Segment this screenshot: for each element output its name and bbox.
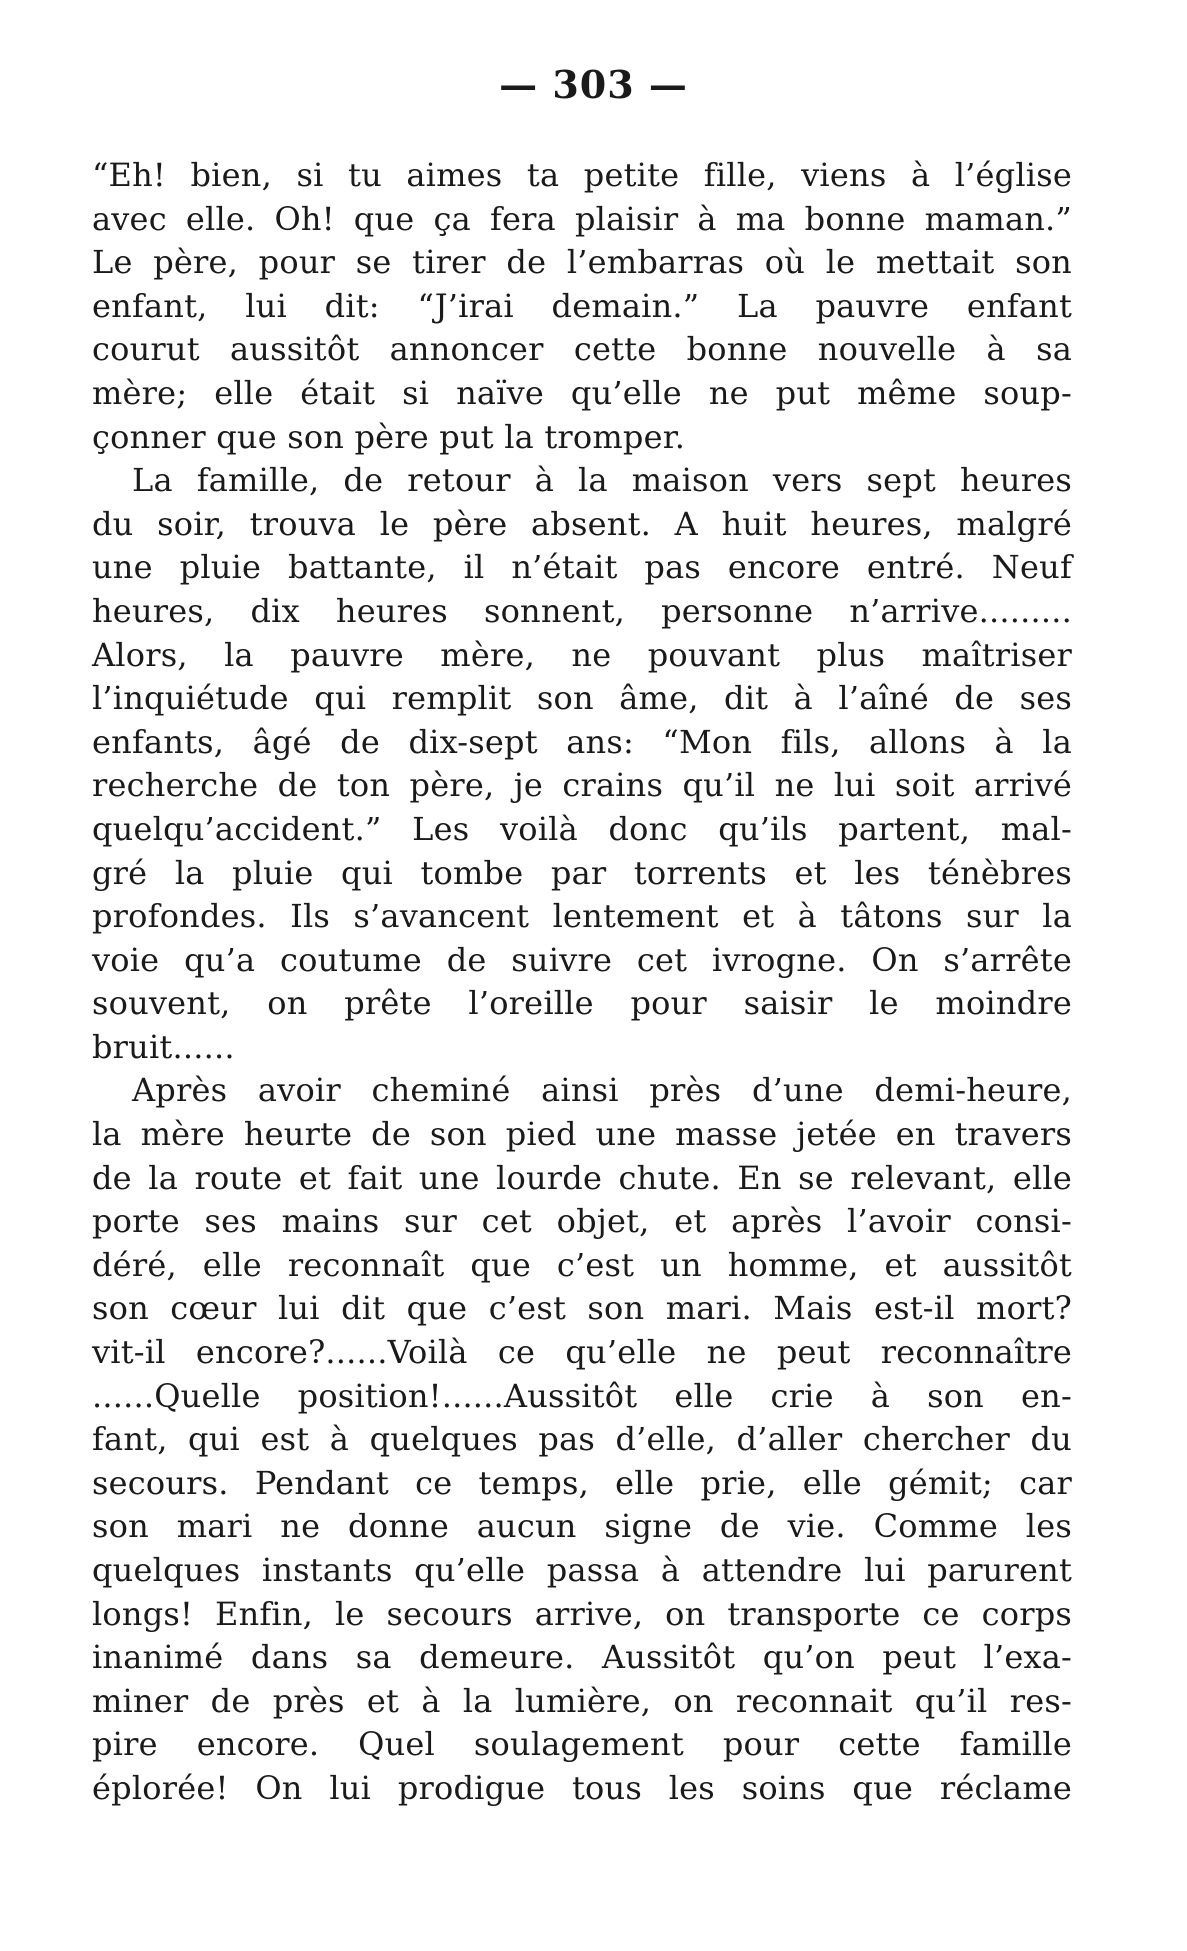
text-line: de la route et fait une lourde chute. En se relevant, elle bbox=[92, 1158, 1072, 1197]
text-line: “Eh! bien, si tu aimes ta petite fille, viens à l’église bbox=[92, 156, 1072, 194]
text-line: quelques instants qu’elle passa à attendre lui parurent bbox=[92, 1551, 1072, 1589]
text-line: longs! Enfin, le secours arrive, on transporte ce corps bbox=[92, 1594, 1072, 1633]
text-line: inanimé dans sa demeure. Aussitôt qu’on peut l’exa- bbox=[92, 1638, 1072, 1677]
text-line: une pluie battante, il n’était pas encore entré. Neuf bbox=[92, 548, 1072, 587]
text-line: quelqu’accident.” Les voilà donc qu’ils partent, mal- bbox=[92, 809, 1072, 848]
text-line: secours. Pendant ce temps, elle prie, elle gémit; car bbox=[92, 1463, 1072, 1502]
text-line: vit-il encore?......Voilà ce qu’elle ne peut reconnaître bbox=[92, 1333, 1072, 1372]
text-line: Alors, la pauvre mère, ne pouvant plus maîtriser bbox=[92, 635, 1072, 674]
text-line: Le père, pour se tirer de l’embarras où le mettait son bbox=[92, 243, 1072, 282]
text-line: La famille, de retour à la maison vers sept heures bbox=[132, 461, 1072, 500]
text-line: enfant, lui dit: “J’irai demain.” La pauvre enfant bbox=[92, 286, 1072, 325]
text-line: avec elle. Oh! que ça fera plaisir à ma bonne maman.” bbox=[92, 199, 1072, 238]
text-line: ......Quelle position!......Aussitôt elle crie à son en- bbox=[92, 1376, 1072, 1415]
text-line: recherche de ton père, je crains qu’il ne lui soit arrivé bbox=[92, 766, 1072, 805]
text-line: voie qu’a coutume de suivre cet ivrogne. On s’arrête bbox=[92, 940, 1072, 979]
text-line: son mari ne donne aucun signe de vie. Comme les bbox=[92, 1507, 1072, 1546]
text-line: mère; elle était si naïve qu’elle ne put même soup- bbox=[92, 373, 1072, 412]
text-line: du soir, trouva le père absent. A huit heures, malgré bbox=[92, 504, 1072, 543]
body-text bbox=[92, 154, 1072, 1811]
text-line: pire encore. Quel soulagement pour cette famille bbox=[92, 1725, 1072, 1764]
text-line: heures, dix heures sonnent, personne n’arrive......... bbox=[92, 591, 1072, 630]
text-line: la mère heurte de son pied une masse jetée en travers bbox=[92, 1115, 1072, 1154]
text-line: porte ses mains sur cet objet, et après l’avoir consi- bbox=[92, 1202, 1072, 1241]
text-line: enfants, âgé de dix-sept ans: “Mon fils, allons à la bbox=[92, 722, 1072, 761]
text-line: son cœur lui dit que c’est son mari. Mais est-il mort? bbox=[92, 1289, 1072, 1328]
text-line: çonner que son père put la tromper. bbox=[92, 417, 686, 456]
text-line: souvent, on prête l’oreille pour saisir le moindre bbox=[92, 984, 1072, 1023]
page-number: — 303 — bbox=[499, 62, 688, 107]
text-line: miner de près et à la lumière, on reconnait qu’il res- bbox=[92, 1681, 1072, 1720]
text-line: Après avoir cheminé ainsi près d’une demi-heure, bbox=[132, 1071, 1072, 1110]
text-line: courut aussitôt annoncer cette bonne nouvelle à sa bbox=[92, 330, 1072, 369]
text-line: profondes. Ils s’avancent lentement et à tâtons sur la bbox=[92, 897, 1072, 936]
text-line: l’inquiétude qui remplit son âme, dit à l’aîné de ses bbox=[92, 679, 1072, 718]
text-line: fant, qui est à quelques pas d’elle, d’aller chercher du bbox=[92, 1420, 1072, 1459]
text-line: déré, elle reconnaît que c’est un homme, et aussitôt bbox=[92, 1245, 1072, 1284]
text-line: gré la pluie qui tombe par torrents et les ténèbres bbox=[92, 853, 1072, 892]
text-line: éplorée! On lui prodigue tous les soins que réclame bbox=[92, 1768, 1072, 1807]
text-line: bruit...... bbox=[92, 1027, 235, 1066]
